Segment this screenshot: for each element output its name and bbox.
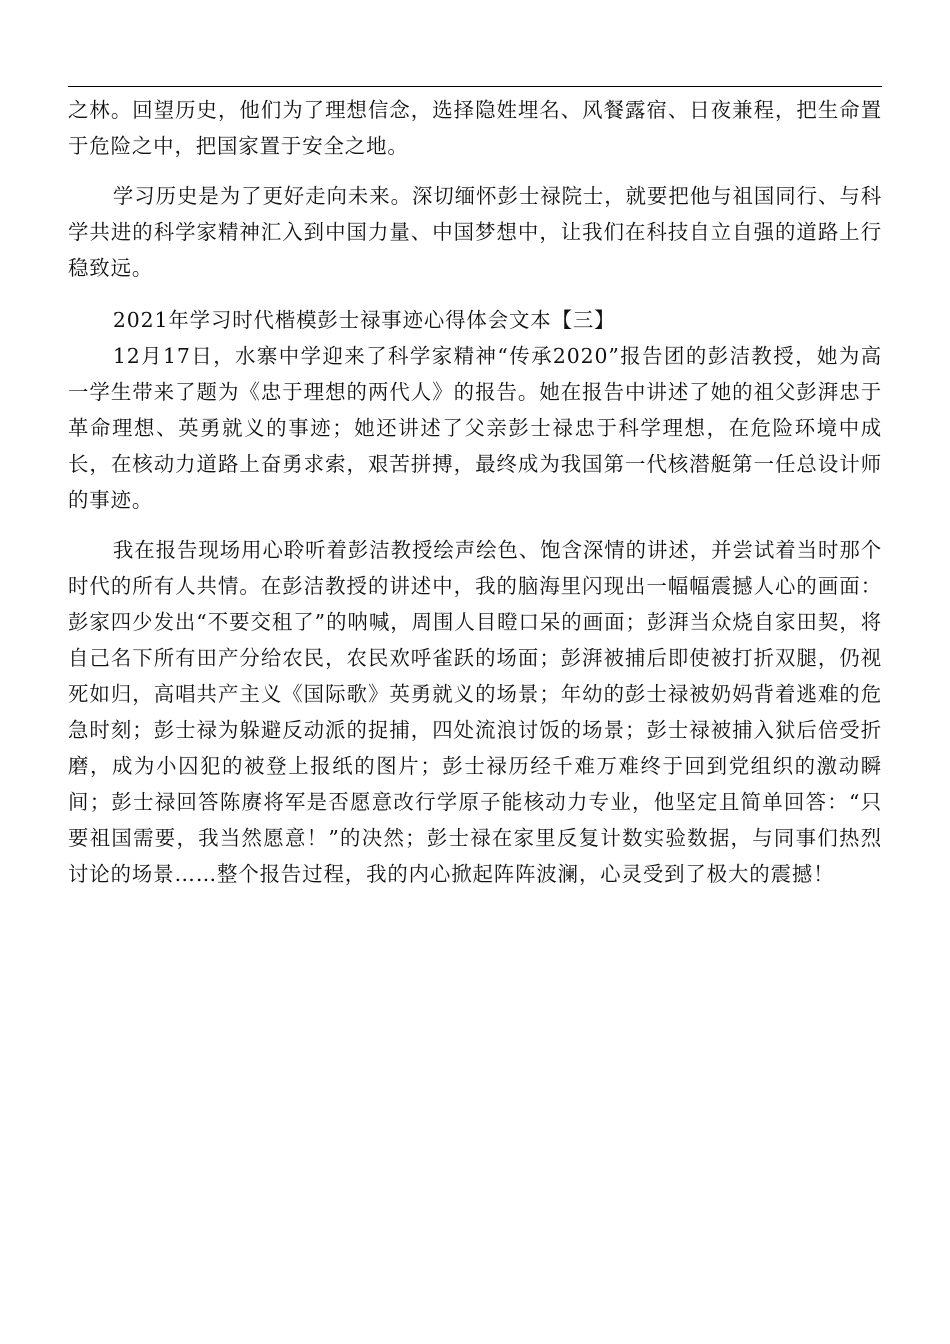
paragraph-continued: 之林。回望历史，他们为了理想信念，选择隐姓埋名、风餐露宿、日夜兼程，把生命置于危险之中，把国家置于安全之地。 (68, 98, 882, 158)
paragraph-report-reflection: 我在报告现场用心聆听着彭洁教授绘声绘色、饱含深情的讲述，并尝试着当时那个时代的所有人共情。在彭洁教授的讲述中，我的脑海里闪现出一幅幅震撼人心的画面：彭家四少发出“不要交租了”的呐喊，周围人目瞪口呆的画面；彭湃当众烧自家田契，将自己名下所有田产分给农民，农民欢呼雀跃的场面；彭湃被捕后即使被打折双腿，仍视死如归，高唱共产主义《国际歌》英勇就义的场景；年幼的彭士禄被奶妈背着逃难的危急时刻；彭士禄为躲避反动派的捉捕，四处流浪讨饭的场景；彭士禄被捕入狱后倍受折磨，成为小囚犯的被登上报纸的图片；彭士禄历经千难万难终于回到党组织的激动瞬间；彭士禄回答陈赓将军是否愿意改行学原子能核动力专业，他坚定且简单回答：“只要祖国需要，我当然愿意！”的决然；彭士禄在家里反复计数实验数据，与同事们热烈讨论的场景……整个报告过程，我的内心掀起阵阵波澜，心灵受到了极大的震撼！ (68, 538, 882, 886)
document-body (68, 92, 882, 892)
paragraph-learning-history: 学习历史是为了更好走向未来。深切缅怀彭士禄院士，就要把他与祖国同行、与科学共进的科学家精神汇入到中国力量、中国梦想中，让我们在科技自立自强的道路上行稳致远。 (68, 184, 882, 280)
header-rule (68, 86, 882, 87)
paragraph-report-intro: 12月17日，水寨中学迎来了科学家精神“传承2020”报告团的彭洁教授，她为高一学生带来了题为《忠于理想的两代人》的报告。她在报告中讲述了她的祖父彭湃忠于革命理想、英勇就义的事迹；她还讲述了父亲彭士禄忠于科学理想，在危险环境中成长，在核动力道路上奋勇求索，艰苦拼搏，最终成为我国第一代核潜艇第一任总设计师的事迹。 (68, 344, 882, 512)
section-heading: 2021年学习时代楷模彭士禄事迹心得体会文本【三】 (112, 308, 616, 332)
